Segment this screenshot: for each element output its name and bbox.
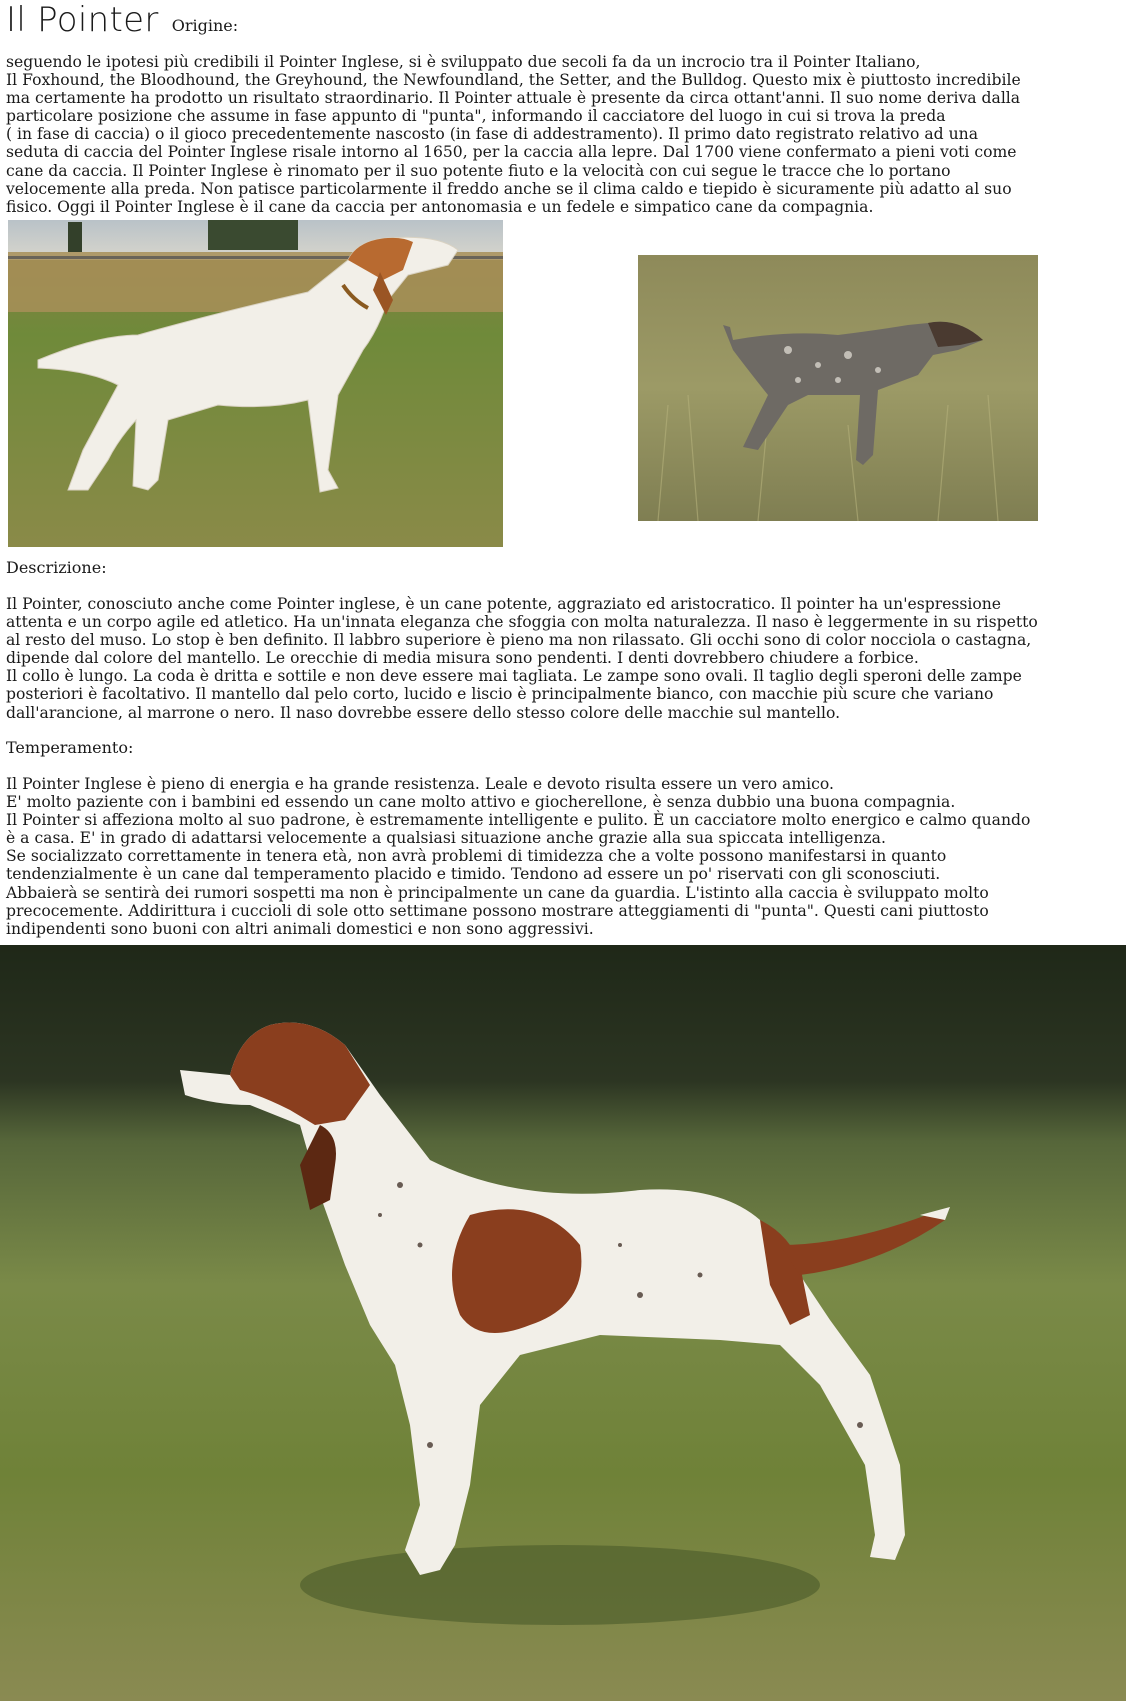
text-line: E' molto paziente con i bambini ed essendo un cane molto attivo e giocherellone, è senza dubbio una buona compagnia. — [6, 793, 956, 812]
origin-paragraph — [6, 53, 1130, 216]
temperamento-paragraph — [6, 775, 1130, 938]
text-line: tendenzialmente è un cane dal temperamento placido e timido. Tendono ad essere un po' riservati con gli sconosciuti. — [6, 865, 941, 884]
text-line: ( in fase di caccia) o il gioco precedentemente nascosto (in fase di addestramento). Il primo dato registrato relativo ad una — [6, 125, 979, 144]
text-line: fisico. Oggi il Pointer Inglese è il cane da caccia per antonomasia e un fedele e simpatico cane da compagnia. — [6, 197, 874, 216]
text-line: Il Pointer si affeziona molto al suo padrone, è estremamente intelligente e pulito. È un cacciatore molto energico e calmo quando — [6, 811, 1031, 830]
text-line: indipendenti sono buoni con altri animali domestici e non sono aggressivi. — [6, 919, 594, 938]
text-line: precocemente. Addirittura i cuccioli di sole otto settimane possono mostrare atteggiamenti di "punta". Questi cani piuttosto — [6, 901, 989, 920]
descrizione-paragraph — [6, 595, 1130, 722]
text-line: al resto del muso. Lo stop è ben definito. Il labbro superiore è pieno ma non rilassato. Gli occhi sono di color nocciola o castagna, — [6, 631, 1032, 650]
text-line: Il Pointer Inglese è pieno di energia e ha grande resistenza. Leale e devoto risulta essere un vero amico. — [6, 775, 834, 793]
page-heading — [6, 0, 238, 40]
section-label-temperamento: Temperamento: — [6, 738, 134, 757]
text-line: dall'arancione, al marrone o nero. Il naso dovrebbe essere dello stesso colore delle macchie sul mantello. — [6, 703, 841, 722]
text-line: particolare posizione che assume in fase appunto di "punta", informando il cacciatore del luogo in cui si trova la preda — [6, 107, 946, 126]
text-line: è a casa. E' in grado di adattarsi velocemente a qualsiasi situazione anche grazie alla sua spiccata intelligenza. — [6, 829, 886, 848]
text-line: posteriori è facoltativo. Il mantello dal pelo corto, lucido e liscio è principalmente bianco, con macchie più scure che variano — [6, 685, 994, 704]
text-line: seguendo le ipotesi più credibili il Pointer Inglese, si è sviluppato due secoli fa da un incrocio tra il Pointer Italiano, — [6, 53, 921, 71]
page-title: Il Pointer — [6, 0, 159, 40]
photo-roan-pointer — [638, 255, 1038, 521]
text-line: Il Pointer, conosciuto anche come Pointer inglese, è un cane potente, aggraziato ed aristocratico. Il pointer ha un'espressione — [6, 595, 1002, 613]
text-line: ma certamente ha prodotto un risultato straordinario. Il Pointer attuale è presente da circa ottant'anni. Il suo nome deriva dalla — [6, 89, 1021, 108]
text-line: Il Foxhound, the Bloodhound, the Greyhound, the Newfoundland, the Setter, and the Bulldog. Questo mix è piuttosto incredibile — [6, 71, 1021, 90]
photo-white-pointer — [8, 220, 503, 547]
text-line: attenta e un corpo agile ed atletico. Ha un'innata eleganza che sfoggia con molta naturalezza. Il naso è leggermente in su rispetto — [6, 613, 1038, 632]
section-label-descrizione: Descrizione: — [6, 558, 107, 577]
text-line: dipende dal colore del mantello. Le orecchie di media misura sono pendenti. I denti dovrebbero chiudere a forbice. — [6, 649, 919, 668]
text-line: cane da caccia. Il Pointer Inglese è rinomato per il suo potente fiuto e la velocità con cui segue le tracce che lo portano — [6, 161, 951, 180]
origin-label: Origine: — [171, 16, 239, 35]
text-line: seduta di caccia del Pointer Inglese risale intorno al 1650, per la caccia alla lepre. Dal 1700 viene confermato a pieni voti come — [6, 143, 1017, 162]
text-line: Il collo è lungo. La coda è dritta e sottile e non deve essere mai tagliata. Le zampe sono ovali. Il taglio degli speroni delle zampe — [6, 667, 1022, 686]
text-line: velocemente alla preda. Non patisce particolarmente il freddo anche se il clima caldo e tiepido è sicuramente più adatto al suo — [6, 179, 1012, 198]
photo-liver-white-pointer — [0, 945, 1126, 1701]
text-line: Se socializzato correttamente in tenera età, non avrà problemi di timidezza che a volte possono manifestarsi in quanto — [6, 847, 947, 866]
text-line: Abbaierà se sentirà dei rumori sospetti ma non è principalmente un cane da guardia. L'istinto alla caccia è sviluppato molto — [6, 883, 989, 902]
